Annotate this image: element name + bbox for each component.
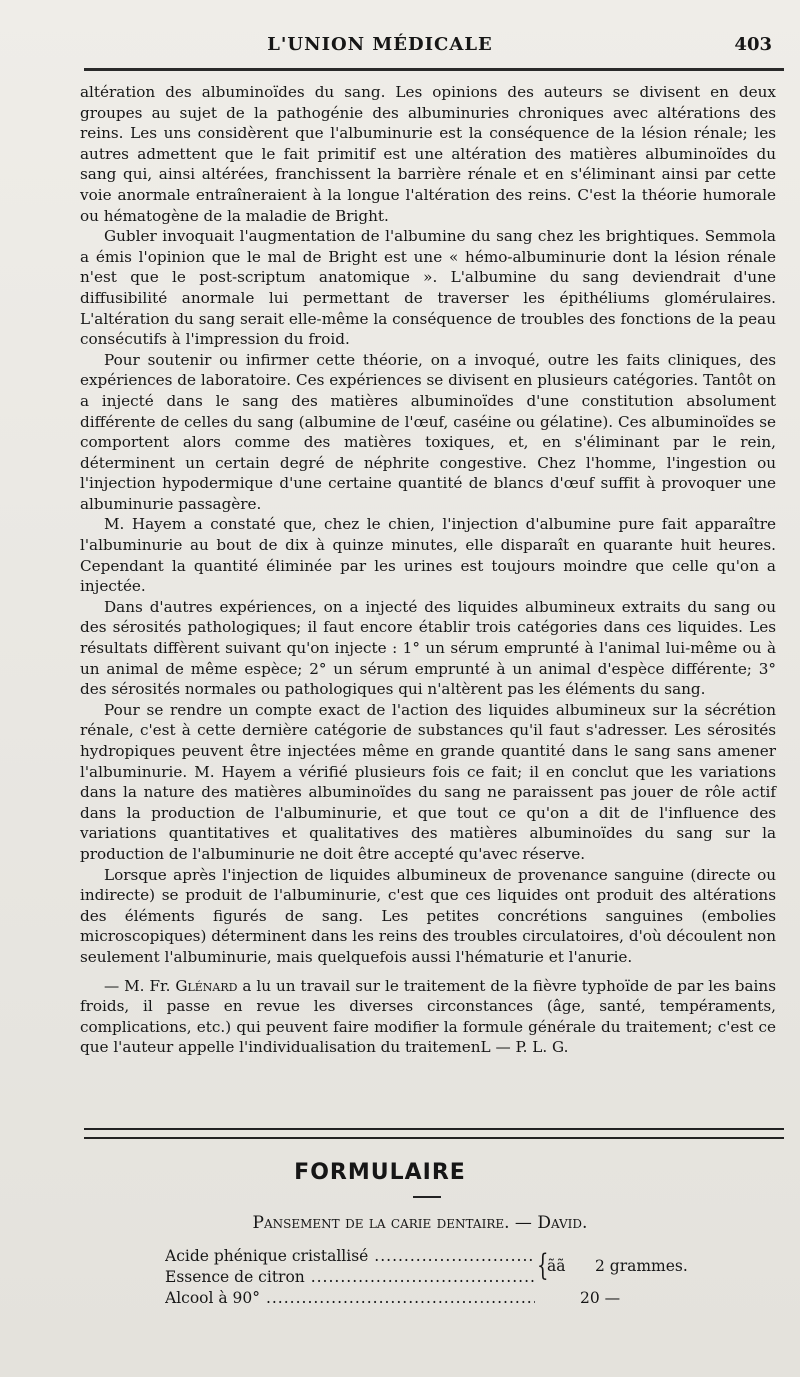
page-header xyxy=(0,34,800,64)
paragraph: Lorsque après l'injection de liquides albumineux de provenance sanguine (directe ou indirecte) se produit de l'albuminurie, c'est que ces liquides ont produit des altérations des éléments figurés de sang. Les petites concrétions sanguines (embolies microscopiques) déterminent dans les reins des troubles circulatoires, d'où découlent non seulement l'albuminurie, mais quelquefois aussi l'hématurie et l'anurie. xyxy=(80,865,776,966)
title-underline xyxy=(413,1196,441,1198)
ingredient-name: Acide phénique cristallisé ..... xyxy=(165,1246,535,1267)
note-text: a lu un travail sur le traitement de la fièvre typhoïde de par les bains froids, il passe en revue les diverses circonstances (âge, santé, tempéraments, complications, etc.) qui peuvent faire modifier la formule générale du traitement; c'est ce que l'auteur appelle l'individualisation du traitemenL — P. L. G. xyxy=(80,976,776,1057)
ana-abbrev: ãã xyxy=(547,1257,566,1275)
running-title: L'UNION MÉDICALE xyxy=(267,34,493,55)
ingredient-quantity: 2 grammes. xyxy=(595,1257,688,1275)
recipe-title: Pansement de la carie dentaire. — David. xyxy=(252,1213,588,1233)
paragraph: Pour se rendre un compte exact de l'action des liquides albumineux sur la sécrétion rénale, c'est à cette dernière catégorie de substances qu'il faut s'adresser. Les sérosités hydropiques peuvent être injectées même en grande quantité dans le sang sans amener l'albuminurie. M. Hayem a vérifié plusieurs fois ce fait; il en conclut que les variations dans la nature des matières albuminoïdes du sang ne paraissent pas jouer de rôle actif dans la production de l'albuminurie, et que tout ce qu'on a dit de l'influence des variations quantitatives et qualitatives des matières albuminoïdes du sang sur la production de l'albuminurie ne doit être accepté qu'avec réserve. xyxy=(80,700,776,863)
ingredient-name: Alcool à 90° ..... xyxy=(165,1288,535,1309)
note-author: Glénard xyxy=(175,976,238,995)
paragraph: Pour soutenir ou infirmer cette théorie, on a invoqué, outre les faits cliniques, des expériences de laboratoire. Ces expériences se divisent en plusieurs catégories. Tantôt on a injecté dans le sang des matières albuminoïdes d'une constitution absolument différente de celles du sang (albumine de l'œuf, caséine ou gélatine). Ces albuminoïdes se comportent alors comme des matières toxiques, et, en s'éliminant par le rein, déterminent un certain degré de néphrite congestive. Chez l'homme, l'ingestion ou l'injection hypodermique d'une certaine quantité de blancs d'œuf suffit à provoquer une albuminurie passagère. xyxy=(80,350,776,513)
note-paragraph xyxy=(80,976,776,1058)
ingredient-name: Essence de citron ..... xyxy=(165,1267,535,1288)
ingredient-list xyxy=(165,1246,725,1309)
ingredient-row xyxy=(165,1288,725,1309)
section-divider xyxy=(84,1128,784,1139)
brace-glyph: { xyxy=(537,1248,549,1283)
header-rule xyxy=(84,68,784,71)
paragraph: Gubler invoquait l'augmentation de l'albumine du sang chez les brightiques. Semmola a émis l'opinion que le mal de Bright est une « hémo-albuminurie dont la lésion rénale n'est que le post-scriptum anatomique ». L'albumine du sang deviendrait d'une diffusibilité anormale lui permettant de traverser les épithéliums glomérulaires. L'altération du sang serait elle-même la conséquence de troubles des fonctions de la peau consécutifs à l'impression du froid. xyxy=(80,227,776,349)
ingredient-row xyxy=(165,1267,725,1288)
note-lead: — M. Fr. xyxy=(104,976,176,995)
section-title: FORMULAIRE xyxy=(294,1160,466,1185)
paragraph: altération des albuminoïdes du sang. Les opinions des auteurs se divisent en deux groupes au sujet de la pathogénie des albuminuries chroniques avec altérations des reins. Les uns considèrent que l'albuminurie est la conséquence de la lésion rénale; les autres admettent que le fait primitif est une altération des matières albuminoïdes du sang qui, ainsi altérées, franchissent la barrière rénale et en s'éliminant ainsi par cette voie anormale entraîneraient à la longue l'altération des reins. C'est la théorie humorale ou hématogène de la maladie de Bright. xyxy=(80,83,776,225)
ingredient-quantity: 20 — xyxy=(580,1289,621,1307)
article-body xyxy=(80,82,776,1058)
page-number: 403 xyxy=(734,34,772,55)
paragraph: Dans d'autres expériences, on a injecté des liquides albumineux extraits du sang ou des sérosités pathologiques; il faut encore établir trois catégories dans ces liquides. Les résultats diffèrent suivant qu'on injecte : 1° un sérum emprunté à l'animal lui-même ou à un animal de même espèce; 2° un sérum emprunté à un animal d'espèce différente; 3° des sérosités normales ou pathologiques qui n'altèrent pas les éléments du sang. xyxy=(80,597,776,699)
paragraph: M. Hayem a constaté que, chez le chien, l'injection d'albumine pure fait apparaître l'albuminurie au bout de dix à quinze minutes, elle disparaît en quarante huit heures. Cependant la quantité éliminée par les urines est toujours moindre que celle qu'on a injectée. xyxy=(80,515,776,596)
